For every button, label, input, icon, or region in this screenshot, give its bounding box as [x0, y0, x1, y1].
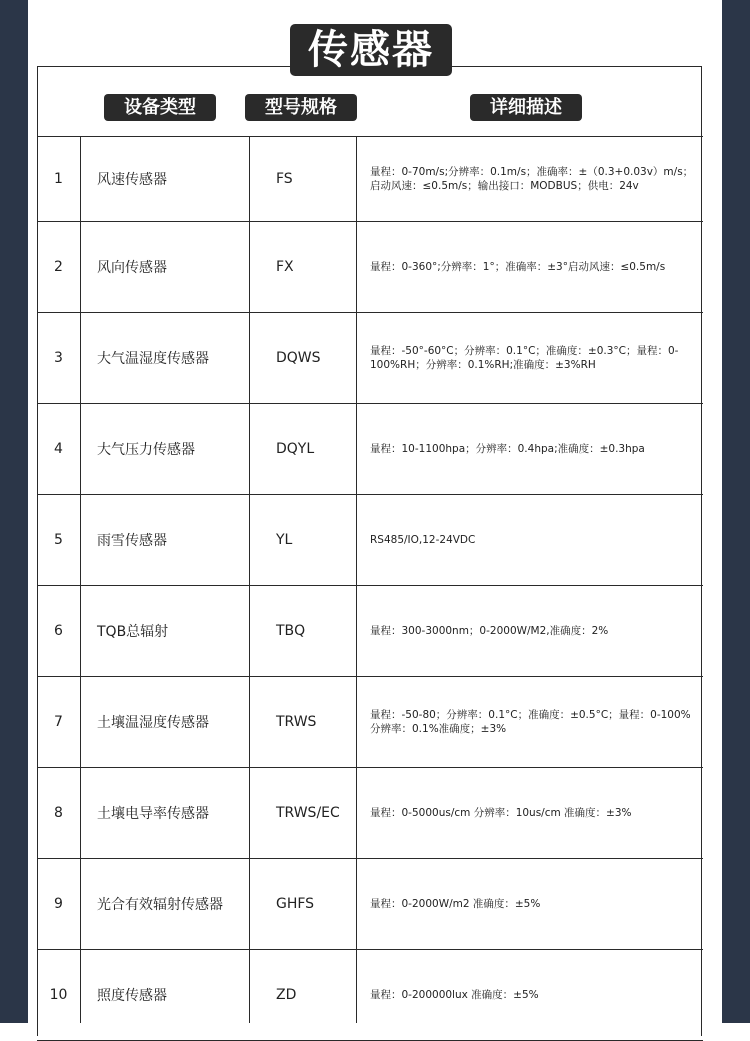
- device-type: 土壤电导率传感器: [97, 806, 209, 822]
- device-type: 照度传感器: [97, 988, 167, 1004]
- row-number: 8: [54, 805, 63, 821]
- row-number: 7: [54, 714, 63, 730]
- device-type: 风向传感器: [97, 260, 167, 276]
- table-row: [37, 222, 703, 313]
- model-spec: FX: [276, 259, 294, 275]
- table-row: [37, 859, 703, 950]
- description: 量程：300-3000nm；0-2000W/M2,准确度：2%: [370, 625, 609, 637]
- table-row: [37, 586, 703, 677]
- left-border-strip: [0, 0, 28, 1023]
- description: 量程：0-200000lux 准确度：±5%: [370, 989, 539, 1001]
- description: 量程：0-360°;分辨率：1°；准确率：±3°启动风速：≤0.5m/s: [370, 261, 666, 273]
- model-spec: ZD: [276, 987, 297, 1003]
- description: 量程：0-5000us/cm 分辨率：10us/cm 准确度：±3%: [370, 807, 632, 819]
- header-device-type: 设备类型: [104, 94, 216, 121]
- model-spec: TRWS: [276, 714, 317, 730]
- model-spec: DQWS: [276, 350, 321, 366]
- row-number: 9: [54, 896, 63, 912]
- row-number: 6: [54, 623, 63, 639]
- table-row: [37, 313, 703, 404]
- table-row: [37, 495, 703, 586]
- model-spec: TBQ: [276, 623, 306, 639]
- row-number: 5: [54, 532, 63, 548]
- table-row: [37, 137, 703, 222]
- description: 量程：-50-80；分辨率：0.1°C；准确度：±0.5°C；量程：0-100%分辨率：0.1%准确度；±3%: [370, 709, 691, 735]
- device-type: 大气压力传感器: [97, 442, 195, 458]
- table-row: [37, 404, 703, 495]
- description: RS485/IO,12-24VDC: [370, 534, 476, 546]
- row-number: 2: [54, 259, 63, 275]
- model-spec: FS: [276, 171, 293, 187]
- description: 量程：0-70m/s;分辨率：0.1m/s；准确率：±（0.3+0.03v）m/s；启动风速：≤0.5m/s；输出接口：MODBUS；供电：24v: [370, 166, 694, 192]
- table-row: [37, 768, 703, 859]
- model-spec: TRWS/EC: [276, 805, 340, 821]
- table-row: [37, 950, 703, 1041]
- row-number: 4: [54, 441, 63, 457]
- device-type: TQB总辐射: [97, 624, 169, 640]
- model-spec: DQYL: [276, 441, 315, 457]
- table-body: [37, 137, 703, 1041]
- header-description: 详细描述: [470, 94, 582, 121]
- description: 量程：-50°-60°C；分辨率：0.1°C；准确度：±0.3°C；量程：0-100%RH；分辨率：0.1%RH;准确度：±3%RH: [370, 345, 679, 371]
- description: 量程：10-1100hpa；分辨率：0.4hpa;准确度：±0.3hpa: [370, 443, 645, 455]
- description: 量程：0-2000W/m2 准确度：±5%: [370, 898, 541, 910]
- header-model-spec: 型号规格: [245, 94, 357, 121]
- model-spec: YL: [276, 532, 293, 548]
- row-number: 1: [54, 171, 63, 187]
- device-type: 风速传感器: [97, 172, 167, 188]
- device-type: 光合有效辐射传感器: [97, 897, 223, 913]
- row-number: 10: [49, 987, 68, 1003]
- device-type: 雨雪传感器: [97, 533, 167, 549]
- device-type: 土壤温湿度传感器: [97, 715, 209, 731]
- row-number: 3: [54, 350, 63, 366]
- model-spec: GHFS: [276, 896, 315, 912]
- right-border-strip: [722, 0, 750, 1023]
- page-title: 传感器: [290, 24, 452, 76]
- device-type: 大气温湿度传感器: [97, 351, 209, 367]
- table-row: [37, 677, 703, 768]
